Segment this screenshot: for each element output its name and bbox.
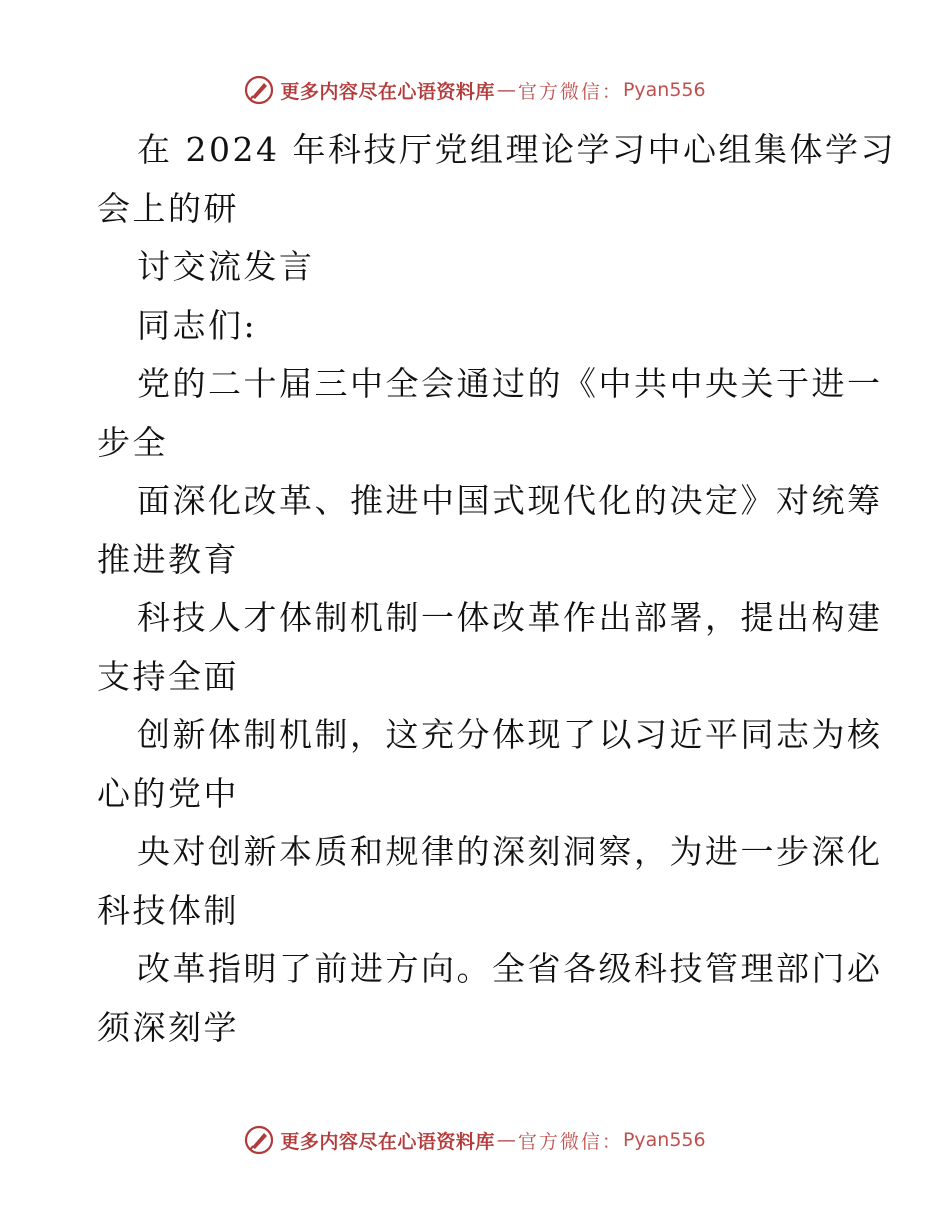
watermark-wechat-label: 官方微信： [517,80,623,103]
watermark-site-text: 更多内容尽在心语资料库 [280,1130,495,1153]
watermark-wechat-id: Pyan556 [622,1129,706,1151]
quill-logo-icon [244,1125,274,1155]
text-line: 推进教育 [97,539,239,579]
watermark-wechat-label: 官方微信： [517,1130,623,1153]
text-line: 科技人才体制机制一体改革作出部署，提出构建 [137,598,883,637]
text-line: 支持全面 [97,656,239,696]
text-line: 党的二十届三中全会通过的《中共中央关于进一 [137,364,883,403]
text-line: 同志们: [137,305,258,345]
text-line: 创新体制机制，这充分体现了以习近平同志为核 [137,715,883,754]
document-body [97,121,896,1057]
watermark-site-text: 更多内容尽在心语资料库 [280,80,495,103]
text-line: 会上的研 [97,188,239,228]
text-line: 步全 [97,422,168,462]
text-line: 科技体制 [97,890,239,930]
watermark-dash: — [496,79,516,101]
text-line: 在 2024 年科技厅党组理论学习中心组集体学习 [137,130,896,169]
text-line: 须深刻学 [97,1007,239,1047]
text-line: 讨交流发言 [137,247,315,286]
text-line: 央对创新本质和规律的深刻洞察，为进一步深化 [137,832,883,871]
watermark-wechat-id: Pyan556 [622,79,706,101]
text-line: 心的党中 [97,773,239,813]
text-line: 面深化改革、推进中国式现代化的决定》对统筹 [137,481,883,520]
header-watermark [0,70,950,110]
footer-watermark [0,1120,950,1160]
text-line: 改革指明了前进方向。全省各级科技管理部门必 [137,949,883,988]
quill-logo-icon [244,75,274,105]
watermark-dash: — [496,1129,516,1151]
